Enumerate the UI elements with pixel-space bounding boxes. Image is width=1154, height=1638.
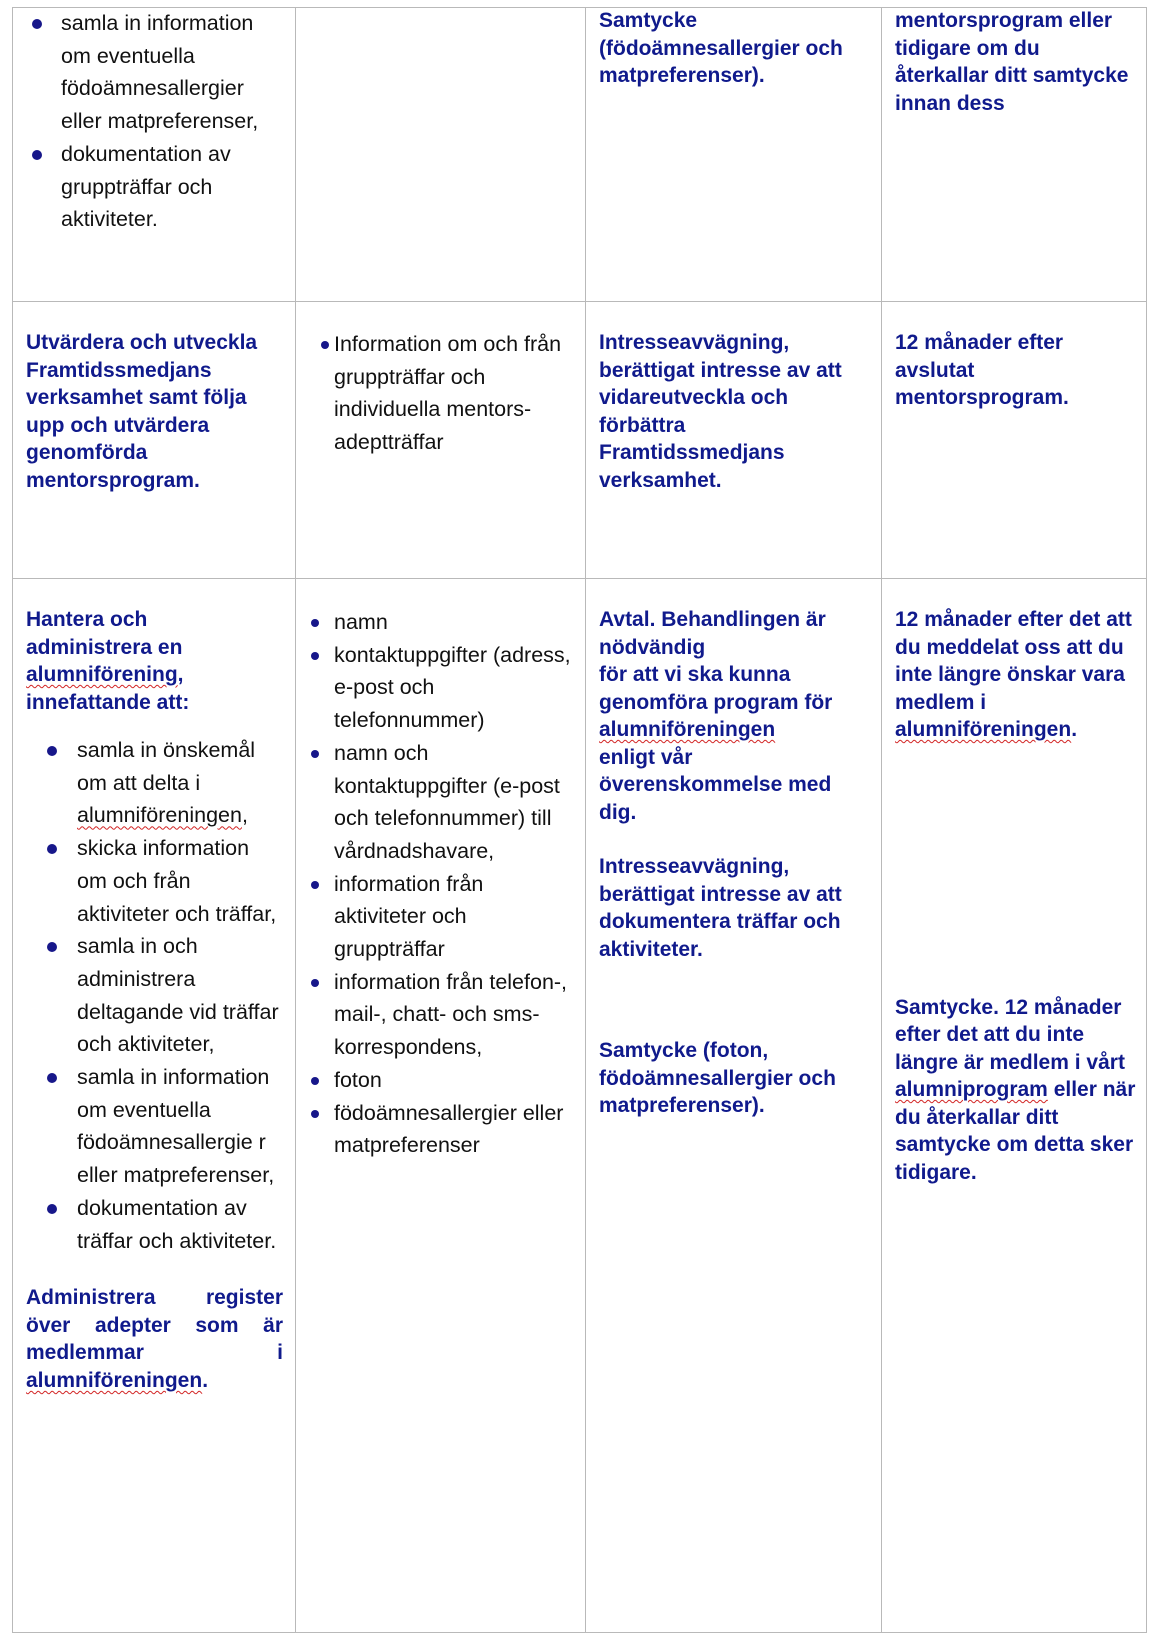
list-item: samla in information om eventuella födoämnesallergier eller matpreferenser, (61, 7, 281, 138)
list-item: namn och kontaktuppgifter (e-post och telefonnummer) till vårdnadshavare, (334, 737, 573, 868)
data-cell (296, 8, 586, 302)
purpose-cell (13, 8, 296, 302)
bullet-icon (32, 150, 42, 160)
retention-text: 12 månader efter avslutat mentorsprogram. (895, 331, 1069, 409)
spellcheck-mark: alumniprogram (895, 1078, 1048, 1101)
bullet-icon (311, 652, 319, 660)
bullet-icon (47, 1073, 57, 1083)
bullet-icon (32, 19, 42, 29)
purpose-text: Utvärdera och utveckla Framtidssmedjans verksamhet samt följa upp och utvärdera genomförda mentorsprogram. (26, 331, 258, 492)
legal-basis-cell (586, 302, 882, 579)
list-item: foton (334, 1064, 573, 1097)
list-item: samla in och administrera deltagande vid träffar och aktiviteter, (77, 930, 281, 1061)
purpose-footer: Administrera register över adepter som är medlemmar i alumniföreningen. (26, 1286, 283, 1392)
list-item: namn (334, 606, 573, 639)
spellcheck-mark: alumniföreningen (599, 718, 776, 741)
list-item: information från aktiviteter och gruppträffar (334, 868, 573, 966)
purpose-heading: Hantera och administrera en alumniförening, innefattande att: (26, 608, 190, 714)
spellcheck-mark: alumniföreningen (26, 1368, 203, 1392)
retention-cell (882, 302, 1147, 579)
list-item: information från telefon-, mail-, chatt- och sms-korrespondens, (334, 966, 573, 1064)
table-row (13, 579, 1147, 1633)
spellcheck-mark: alumniförening (26, 663, 178, 686)
table-row (13, 8, 1147, 302)
list-item: dokumentation av gruppträffar och aktiviteter. (61, 138, 281, 236)
bullet-icon (321, 341, 329, 349)
bullet-icon (47, 746, 57, 756)
legal-basis-consent: Samtycke (foton, födoämnesallergier och matpreferenser). (599, 1039, 836, 1117)
bullet-icon (311, 619, 319, 627)
spellcheck-mark: alumniföreningen (77, 803, 242, 828)
processing-table (12, 7, 1147, 1633)
retention-text-membership: 12 månader efter det att du meddelat oss att du inte längre önskar vara medlem i alumniföreningen. (895, 608, 1132, 741)
legal-basis-cell (586, 8, 882, 302)
list-item: samla in önskemål om att delta i alumniföreningen, (77, 734, 281, 832)
bullet-icon (311, 1110, 319, 1118)
purpose-bullet-list (13, 7, 295, 236)
retention-cell (882, 8, 1147, 302)
purpose-cell (13, 302, 296, 579)
list-item: födoämnesallergier eller matpreferenser (334, 1097, 573, 1162)
spellcheck-mark: alumniföreningen (895, 718, 1072, 741)
data-cell (296, 579, 586, 1633)
legal-basis-text: Samtycke (födoämnesallergier och matpreferenser). (599, 9, 843, 87)
list-item: skicka information om och från aktiviteter och träffar, (77, 832, 281, 930)
legal-basis-cell (586, 579, 882, 1633)
legal-basis-interest: Intresseavvägning, berättigat intresse av att dokumentera träffar och aktiviteter. (599, 855, 842, 961)
bullet-icon (47, 1204, 57, 1214)
purpose-bullet-list (13, 716, 295, 1257)
legal-basis-contract: Avtal. Behandlingen är nödvändig för att vi ska kunna genomföra program för alumniföreningen enligt vår överenskommelse med dig. (599, 608, 833, 824)
purpose-cell (13, 579, 296, 1633)
bullet-icon (311, 979, 319, 987)
bullet-icon (311, 750, 319, 758)
retention-text: mentorsprogram eller tidigare om du återkallar ditt samtycke innan dess (895, 9, 1129, 115)
data-bullet-list (296, 579, 585, 1162)
list-item: kontaktuppgifter (adress, e-post och telefonnummer) (334, 639, 573, 737)
bullet-icon (311, 1077, 319, 1085)
list-item: dokumentation av träffar och aktiviteter. (77, 1192, 281, 1257)
data-bullet-list (296, 302, 585, 459)
retention-text-consent: Samtycke. 12 månader efter det att du inte längre är medlem i vårt alumniprogram eller när du återkallar ditt samtycke om detta sker tidigare. (895, 995, 1136, 1184)
bullet-icon (47, 844, 57, 854)
bullet-icon (311, 881, 319, 889)
list-item: Information om och från gruppträffar och individuella mentors-adeptträffar (334, 328, 573, 459)
bullet-icon (47, 942, 57, 952)
table-row (13, 302, 1147, 579)
data-cell (296, 302, 586, 579)
legal-basis-text: Intresseavvägning, berättigat intresse av att vidareutveckla och förbättra Framtidssmedjans verksamhet. (599, 331, 842, 492)
retention-cell (882, 579, 1147, 1633)
list-item: samla in information om eventuella födoämnesallergie r eller matpreferenser, (77, 1061, 281, 1192)
